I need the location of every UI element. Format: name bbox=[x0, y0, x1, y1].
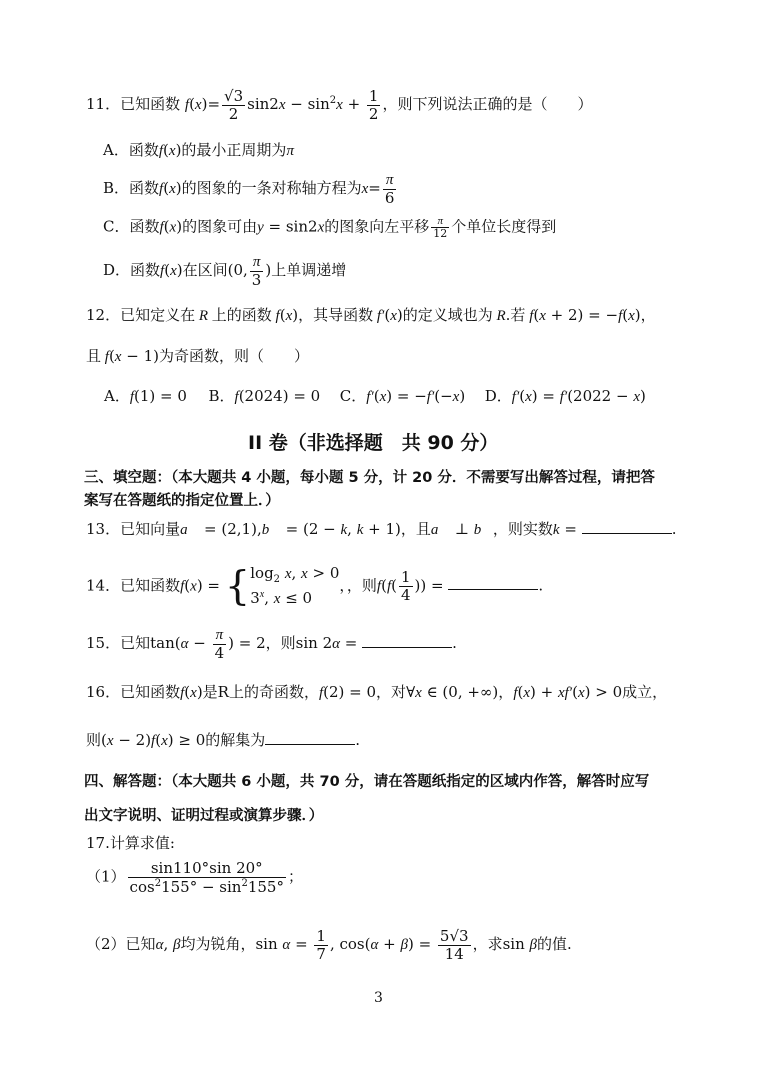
q17-part2: （2）已知α, β均为锐角，sin α = $\frac{1}{7}$ , cos(α + β) = $\frac{5√3}{14}$ ，求sin β的值. bbox=[86, 927, 572, 963]
q15: 15．已知tan(α − $\frac{\pi}{4}$ ) = 2，则sin 2α = . bbox=[86, 627, 457, 662]
q12-options bbox=[104, 385, 646, 406]
q11-number: 11． bbox=[86, 95, 121, 113]
q16-line1: 16．已知函数f(x)是R上的奇函数，f(2) = 0，对∀x ∈ (0, +∞)，f(x) + xf′(x) > 0成立， bbox=[86, 683, 668, 701]
q12-option-d: D．f′(x) = f′(2022 − x) bbox=[484, 387, 646, 405]
q14: 14．已知函数f(x) = { $\log_2 x$, x > 0 3$^x$, x ≤ 0 ，，则f(f( $\frac{1}{4}$ )) = . bbox=[86, 563, 544, 610]
q15-answer-blank bbox=[362, 633, 452, 648]
q11-option-b: B．函数f(x)的图象的一条对称轴方程为x= $\frac{\pi}{6}$ bbox=[103, 172, 395, 207]
q12-option-a: A．f(1) = 0 bbox=[104, 387, 187, 405]
part2-title: II 卷（非选择题 共 90 分） bbox=[248, 432, 499, 454]
q12-line1: 12．已知定义在 R 上的函数 f(x)，其导函数 f′(x)的定义域也为 R.若 f(x + 2) = −f(x)， bbox=[86, 306, 656, 324]
section3-heading-line1: 三、填空题：（本大题共 4 小题，每小题 5 分，计 20 分．不需要写出解答过程，请把答 bbox=[84, 470, 655, 486]
q16-line2: 则(x − 2)f(x) ≥ 0的解集为 . bbox=[86, 731, 361, 749]
q13: 13．已知向量a⃗ = (2,1),b⃗ = (2 − k, k + 1)，且a⃗ ⊥ b⃗，则实数k = . bbox=[86, 520, 677, 538]
section4-heading-line1: 四、解答题：（本大题共 6 小题，共 70 分，请在答题纸指定的区域内作答，解答时应写 bbox=[84, 774, 650, 790]
section4-heading-line2: 出文字说明、证明过程或演算步骤．） bbox=[84, 808, 324, 824]
q13-answer-blank bbox=[582, 519, 672, 534]
q14-answer-blank bbox=[448, 575, 538, 590]
q17-part1: （1） $\frac{\sin 110^\circ\sin 20^\circ}{\cos^2155^\circ - \sin^2155^\circ}$ ； bbox=[86, 859, 303, 896]
q11-formula: f bbox=[184, 97, 190, 113]
q11-option-d: D．函数f(x)在区间(0, $\frac{\pi}{3}$ )上单调递增 bbox=[103, 254, 347, 289]
q11-stem: 11．已知函数 f(x)= $\frac{√3}{2}$ $\sin 2x - \sin^2x$ + $\frac{1}{2}$ ，则下列说法正确的是（ ） bbox=[86, 87, 593, 123]
page-number: 3 bbox=[374, 990, 383, 1006]
q12-option-b: B．f(2024) = 0 bbox=[208, 387, 321, 405]
q12-line2: 且 f(x − 1)为奇函数，则（ ） bbox=[86, 347, 309, 365]
q16-answer-blank bbox=[265, 730, 355, 745]
section3-heading-line2: 案写在答题纸的指定位置上．） bbox=[84, 493, 280, 509]
q17-title: 17.计算求值: bbox=[86, 834, 175, 852]
q11-option-c: C．函数f(x)的图象可由y = sin2x的图象向左平移 $\frac{\pi}{12}$ 个单位长度得到 bbox=[103, 215, 557, 241]
q11-option-a: A．函数f(x)的最小正周期为π bbox=[103, 141, 294, 159]
q12-option-c: C．f′(x) = −f′(−x) bbox=[339, 387, 466, 405]
